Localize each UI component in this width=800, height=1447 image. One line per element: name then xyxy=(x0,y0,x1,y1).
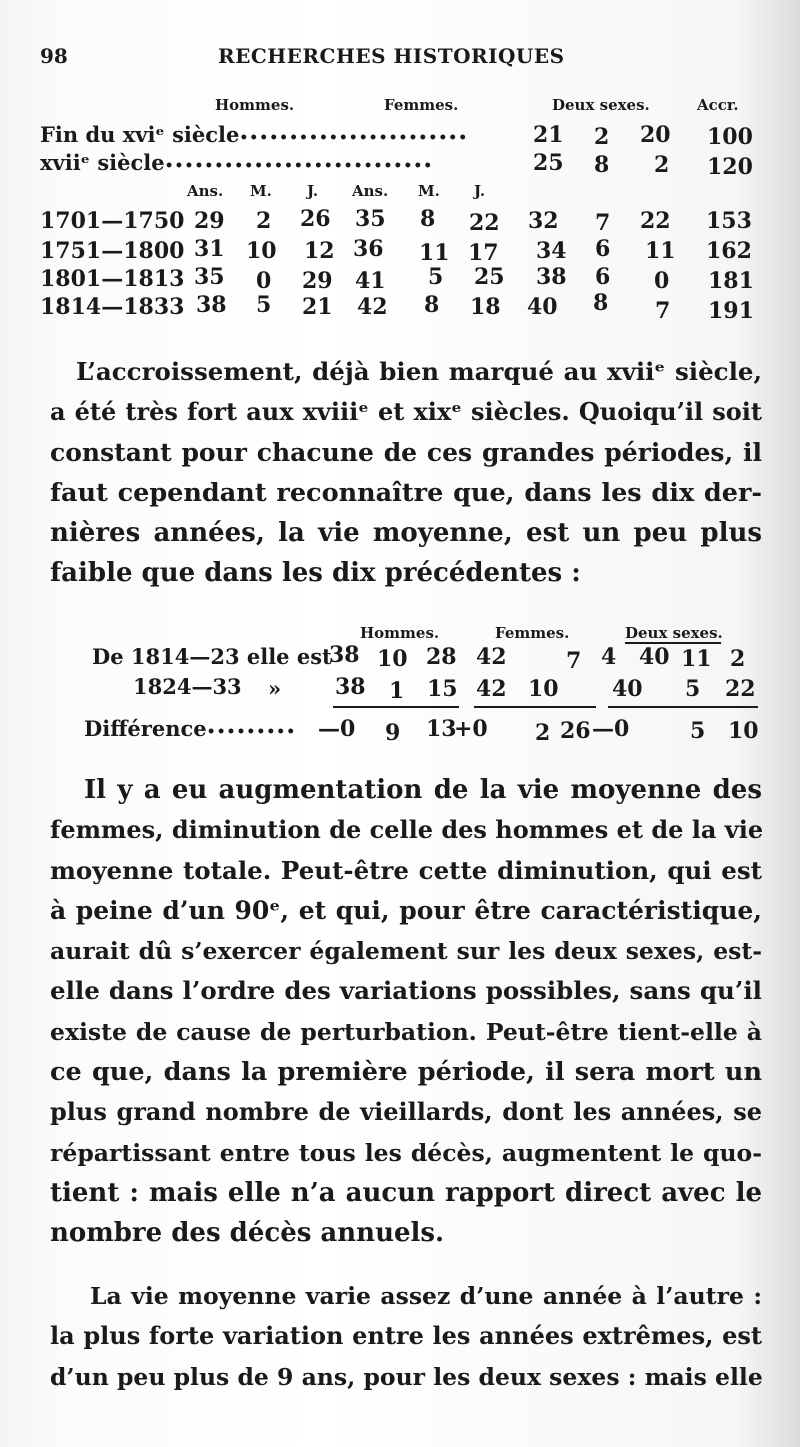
text-line: elle dans l’ordre des variations possibles, sans qu’il xyxy=(50,976,762,1006)
text-line: constant pour chacune de ces grandes périodes, il xyxy=(50,437,762,467)
running-title: RECHERCHES HISTORIQUES xyxy=(218,44,565,68)
cell: 13 xyxy=(426,716,457,742)
row-label: 1701—1750 xyxy=(40,208,185,234)
cell: 41 xyxy=(355,268,386,294)
text-line: la plus forte variation entre les années extrêmes, est xyxy=(50,1321,762,1351)
text-line: plus grand nombre de vieillards, dont les années, se xyxy=(50,1097,762,1127)
cell: 120 xyxy=(707,154,753,180)
cell: 2 xyxy=(730,646,746,672)
text-line: La vie moyenne varie assez d’une année à l’autre : xyxy=(90,1282,762,1310)
cell: 21 xyxy=(302,294,333,320)
cell: 40 xyxy=(612,676,643,702)
cell: 26 xyxy=(300,206,331,232)
cell: 34 xyxy=(536,238,567,264)
cell: 29 xyxy=(302,268,333,294)
paragraph-2 xyxy=(50,770,762,1254)
cell: 4 xyxy=(601,644,617,670)
text-line: a été très fort aux xviiiᵉ et xixᵉ siècles. Quoiqu’il soit xyxy=(50,397,762,427)
text-line: ce que, dans la première période, il sera mort un xyxy=(50,1057,762,1088)
header-accr: Accr. xyxy=(697,96,739,114)
cell: 38 xyxy=(196,292,227,318)
text-line: faut cependant reconnaître que, dans les dix der- xyxy=(50,477,762,508)
cell: 35 xyxy=(355,206,386,232)
text-line: tient : mais elle n’a aucun rapport direct avec le xyxy=(50,1177,762,1208)
text-line: L’accroissement, déjà bien marqué au xviiᵉ siècle, xyxy=(76,357,762,386)
cell: 1 xyxy=(389,678,405,704)
cell: 7 xyxy=(655,298,671,324)
cell: 21 xyxy=(533,122,564,148)
text-line: moyenne totale. Peut-être cette diminution, qui est xyxy=(50,855,762,885)
cell: 40 xyxy=(527,294,558,320)
text-line: aurait dû s’exercer également sur les deux sexes, est- xyxy=(50,937,762,966)
cell: 42 xyxy=(476,644,507,670)
cell: 11 xyxy=(645,238,676,264)
cell: 28 xyxy=(426,644,457,670)
cell: +0 xyxy=(454,716,488,742)
cell: 5 xyxy=(690,718,706,744)
cell: 0 xyxy=(654,268,670,294)
cell: 31 xyxy=(194,236,225,262)
cell: 25 xyxy=(533,150,564,176)
cell: 191 xyxy=(708,298,754,324)
text-line: existe de cause de perturbation. Peut-être tient-elle à xyxy=(50,1017,762,1046)
row-label: Différence••••••••• xyxy=(84,716,297,741)
cell: 42 xyxy=(357,294,388,320)
table-life-expectancy xyxy=(0,0,800,340)
row-label: 1824—33 xyxy=(133,674,242,699)
cell: 8 xyxy=(424,292,440,318)
header-deux-sexes: Deux sexes. xyxy=(625,624,723,642)
cell: 6 xyxy=(595,264,611,290)
text-line: femmes, diminution de celle des hommes et de la vie xyxy=(50,815,764,845)
cell: 7 xyxy=(566,648,582,674)
subheader-j: J. xyxy=(307,182,319,200)
row-label: De 1814—23 elle est xyxy=(92,644,332,669)
text-line: faible que dans les dix précédentes : xyxy=(50,558,581,589)
cell: 10 xyxy=(377,646,408,672)
cell: 5 xyxy=(256,292,272,318)
cell: 0 xyxy=(256,268,272,294)
header-femmes: Femmes. xyxy=(495,624,570,642)
cell: 11 xyxy=(419,240,450,266)
ditto-mark: » xyxy=(268,676,282,701)
text-line: Il y a eu augmentation de la vie moyenne des xyxy=(84,775,762,805)
paragraph-1 xyxy=(50,352,762,594)
cell: 11 xyxy=(681,646,712,672)
header-hommes: Hommes. xyxy=(360,624,440,642)
subheader-m: M. xyxy=(250,182,272,200)
row-label: 1814—1833 xyxy=(40,294,185,320)
cell: 17 xyxy=(468,240,499,266)
cell: —0 xyxy=(318,716,356,742)
row-label: 1751—1800 xyxy=(40,238,185,264)
row-label: 1801—1813 xyxy=(40,266,185,292)
cell: 9 xyxy=(385,720,401,746)
cell: 29 xyxy=(194,208,225,234)
cell: 162 xyxy=(706,238,752,264)
text-line: nombre des décès annuels. xyxy=(50,1218,445,1249)
cell: 18 xyxy=(470,294,501,320)
page-number: 98 xyxy=(40,44,68,68)
sum-rule xyxy=(474,706,596,708)
cell: 36 xyxy=(353,236,384,262)
cell: 20 xyxy=(640,122,671,148)
cell: 10 xyxy=(728,718,759,744)
cell: 8 xyxy=(420,206,436,232)
sum-rule xyxy=(608,706,758,708)
cell: 15 xyxy=(427,676,458,702)
paragraph-3 xyxy=(50,1276,762,1397)
cell: 12 xyxy=(304,238,335,264)
cell: 100 xyxy=(707,124,753,150)
cell: 153 xyxy=(706,208,752,234)
subheader-m: M. xyxy=(418,182,440,200)
cell: 22 xyxy=(469,210,500,236)
text-line: d’un peu plus de 9 ans, pour les deux sexes : mais elle xyxy=(50,1362,763,1391)
subheader-ans: Ans. xyxy=(352,182,389,200)
text-line: nières années, la vie moyenne, est un peu plus xyxy=(50,518,762,549)
text-line: répartissant entre tous les décès, augmentent le quo- xyxy=(50,1138,762,1167)
cell: 32 xyxy=(528,208,559,234)
cell: 5 xyxy=(428,264,444,290)
cell: 22 xyxy=(640,208,671,234)
header-deux-sexes: Deux sexes. xyxy=(552,96,650,114)
cell: 35 xyxy=(194,264,225,290)
cell: 2 xyxy=(256,208,272,234)
cell: 10 xyxy=(528,676,559,702)
cell: 26 xyxy=(560,718,591,744)
cell: 5 xyxy=(685,676,701,702)
cell: 40 xyxy=(639,644,670,670)
cell: 6 xyxy=(595,236,611,262)
sum-rule xyxy=(333,706,459,708)
cell: 8 xyxy=(593,290,609,316)
cell: 2 xyxy=(535,720,551,746)
row-label: Fin du xviᵉ siècle••••••••••••••••••••••• xyxy=(40,122,469,147)
cell: 2 xyxy=(594,124,610,150)
subheader-ans: Ans. xyxy=(187,182,224,200)
cell: 25 xyxy=(474,264,505,290)
row-label: xviiᵉ siècle••••••••••••••••••••••••••• xyxy=(40,150,434,175)
header-hommes: Hommes. xyxy=(215,96,295,114)
cell: 8 xyxy=(594,152,610,178)
cell: 2 xyxy=(654,152,670,178)
cell: 22 xyxy=(725,676,756,702)
table-comparison xyxy=(0,610,800,760)
cell: 10 xyxy=(246,238,277,264)
cell: 38 xyxy=(536,264,567,290)
cell: 38 xyxy=(329,642,360,668)
cell: 181 xyxy=(708,268,754,294)
cell: —0 xyxy=(592,716,630,742)
cell: 38 xyxy=(335,674,366,700)
cell: 7 xyxy=(595,210,611,236)
header-femmes: Femmes. xyxy=(384,96,459,114)
cell: 42 xyxy=(476,676,507,702)
text-line: à peine d’un 90ᵉ, et qui, pour être caractéristique, xyxy=(50,895,762,925)
subheader-j: J. xyxy=(474,182,486,200)
